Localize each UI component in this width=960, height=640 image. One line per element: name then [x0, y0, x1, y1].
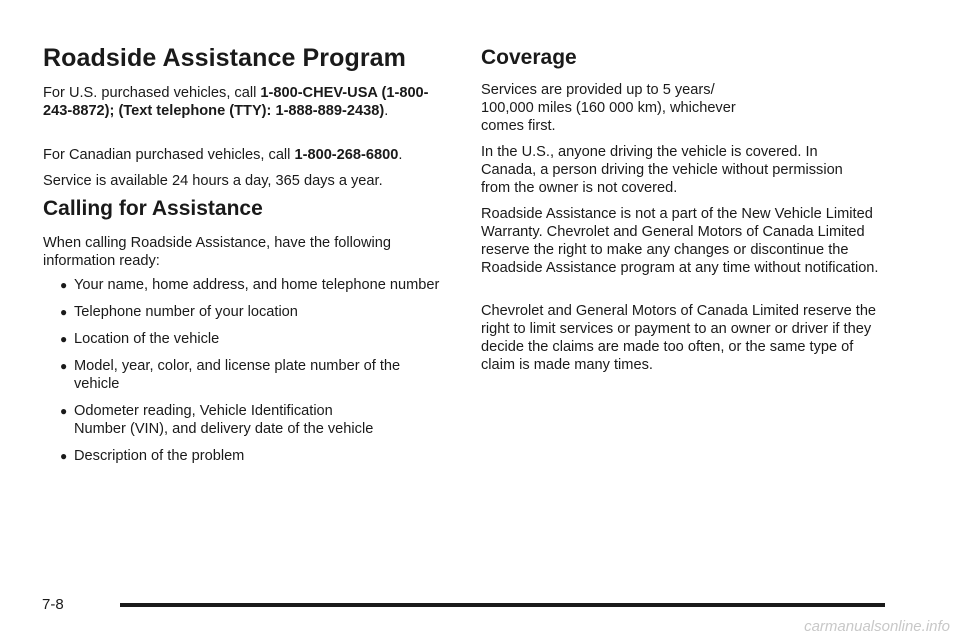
bullet-icon: ●	[60, 332, 68, 346]
info-checklist	[43, 276, 448, 474]
coverage-term-paragraph: Services are provided up to 5 years/ 100,000 miles (160 000 km), whichever comes first.	[481, 82, 736, 134]
us-contact-paragraph	[43, 84, 443, 120]
list-item: ● Odometer reading, Vehicle Identification Number (VIN), and delivery date of the vehicle	[60, 403, 374, 437]
canada-contact-prefix: For Canadian purchased vehicles, call	[43, 147, 295, 163]
list-item: ● Model, year, color, and license plate number of the vehicle	[60, 358, 401, 392]
footer-divider	[120, 603, 885, 607]
page-title: Roadside Assistance Program	[43, 44, 407, 72]
bullet-icon: ●	[60, 404, 68, 418]
availability-text: Service is available 24 hours a day, 365 days a year.	[43, 173, 383, 189]
calling-heading: Calling for Assistance	[43, 197, 263, 220]
canada-contact-suffix: .	[398, 147, 403, 163]
list-item: ● Your name, home address, and home telephone number	[60, 277, 440, 293]
warranty-disclaimer-paragraph: Roadside Assistance is not a part of the New Vehicle Limited Warranty. Chevrolet and General Motors of Canada Limited reserve the right to make any changes or discontinue the Roadside Assistance program at any time without notification.	[481, 206, 879, 276]
bullet-icon: ●	[60, 278, 68, 292]
coverage-heading: Coverage	[481, 46, 577, 69]
coverage-driver-paragraph: In the U.S., anyone driving the vehicle is covered. In Canada, a person driving the vehicle without permission from the owner is not covered.	[481, 144, 843, 196]
page-number: 7-8	[42, 596, 64, 613]
bullet-icon: ●	[60, 305, 68, 319]
bullet-icon: ●	[60, 449, 68, 463]
calling-intro: When calling Roadside Assistance, have the following information ready:	[43, 235, 392, 269]
bullet-icon: ●	[60, 359, 68, 373]
us-contact-suffix: .	[384, 103, 389, 119]
canada-contact-paragraph	[43, 146, 448, 164]
us-contact-numbers: 1-800-CHEV-USA (1-800-243-8872); (Text telephone (TTY): 1-888-889-2438)	[43, 85, 429, 119]
claims-limit-paragraph: Chevrolet and General Motors of Canada Limited reserve the right to limit services or payment to an owner or driver if they decide the claims are made too often, or the same type of claim is made many times.	[481, 303, 877, 373]
list-item: ● Telephone number of your location	[60, 304, 298, 320]
source-watermark: carmanualsonline.info	[804, 618, 950, 635]
us-contact-prefix: For U.S. purchased vehicles, call	[43, 85, 261, 101]
list-item: ● Location of the vehicle	[60, 331, 220, 347]
list-item: ● Description of the problem	[60, 448, 245, 464]
canada-contact-number: 1-800-268-6800	[294, 147, 399, 163]
